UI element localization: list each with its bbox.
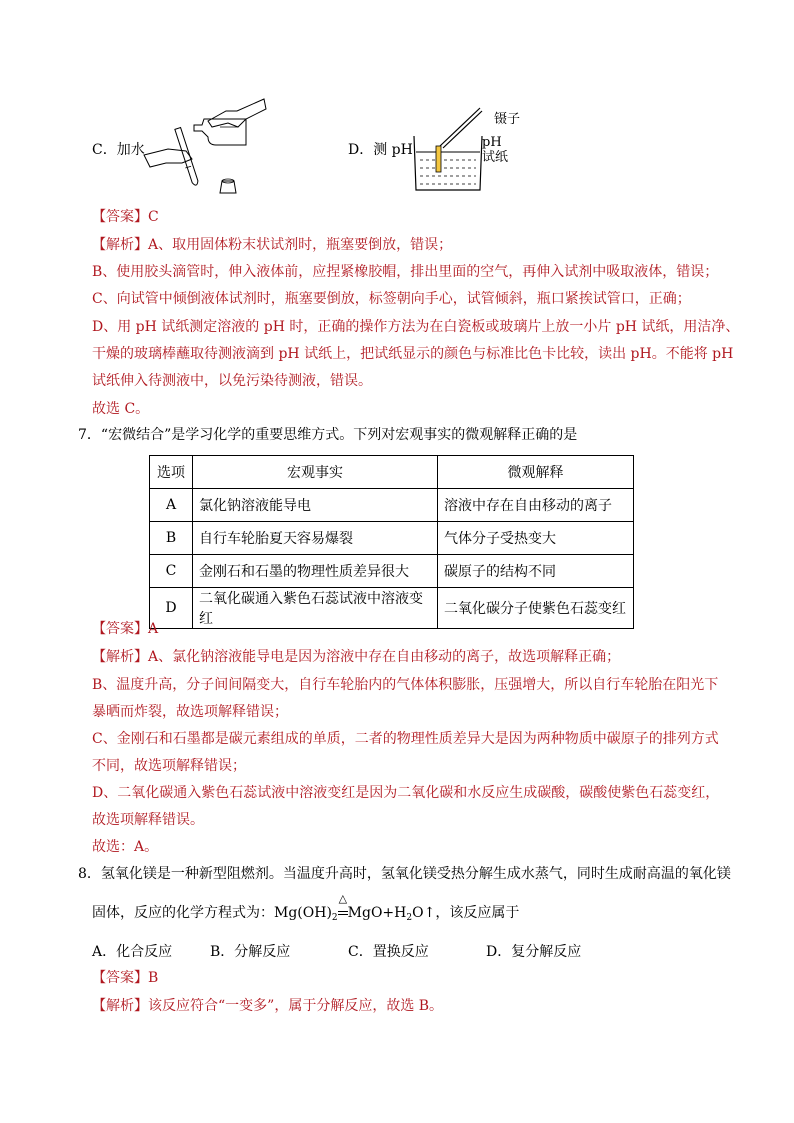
q7-stem: 7．“宏微结合”是学习化学的重要思维方式。下列对宏观事实的微观解释正确的是 [78, 427, 578, 443]
q6-analysis-line-5: 干燥的玻璃棒蘸取待测液滴到 pH 试纸上，把试纸显示的颜色与标准比色卡比较，读出 pH。不能将 pH [92, 346, 734, 362]
q6-analysis-line-2: B、使用胶头滴管时，伸入液体前，应捏紧橡胶帽，排出里面的空气，再伸入试剂中吸取液体，错误； [92, 264, 719, 280]
reaction-condition: △ [338, 903, 348, 923]
q7-analysis-line-2: B、温度升高，分子间间隔变大，自行车轮胎内的气体体积膨胀，压强增大，所以自行车轮胎在阳光下 [92, 677, 719, 693]
q6-analysis-line-6: 试纸伸入待测液中，以免污染待测液，错误。 [92, 373, 372, 389]
table-header-row [150, 456, 634, 489]
table-cell: 溶液中存在自由移动的离子 [438, 489, 634, 522]
q8-analysis: 【解析】该反应符合“一变多”，属于分解反应，故选 B。 [92, 998, 444, 1014]
answer-value: B [148, 970, 159, 986]
q8-option-d: D．复分解反应 [486, 944, 582, 960]
equation-tail: ，该反应属于 [435, 905, 520, 921]
q6-analysis-line-3: C、向试管中倾倒液体试剂时，瓶塞要倒放，标签朝向手心，试管倾斜，瓶口紧挨试管口，正确； [92, 291, 691, 307]
table-cell: 氯化钠溶液能导电 [193, 489, 438, 522]
q7-analysis-line-5: 不同，故选项解释错误； [92, 758, 246, 774]
q8-option-b: B．分解反应 [210, 944, 291, 960]
table-cell: 二氧化碳分子使紫色石蕊变红 [438, 588, 634, 629]
ph-paper-label [482, 135, 508, 165]
q7-analysis-line-4: C、金刚石和石墨都是碳元素组成的单质，二者的物理性质差异大是因为两种物质中碳原子的排列方式 [92, 731, 719, 747]
table-cell: B [150, 522, 193, 555]
q8-answer [92, 968, 158, 988]
table-row [150, 588, 634, 629]
table-cell: C [150, 555, 193, 588]
answer-value: A [148, 621, 159, 637]
answer-prefix: 【答案】 [92, 621, 148, 637]
analysis-prefix: 【解析】 [92, 649, 148, 665]
q8-stem-line-2 [92, 892, 520, 928]
answer-value: C [148, 209, 159, 225]
table-row [150, 555, 634, 588]
q8-option-c: C．置换反应 [348, 944, 429, 960]
table-header-cell: 微观解释 [438, 456, 634, 489]
ph-test-figure [410, 100, 490, 196]
table-cell: A [150, 489, 193, 522]
table-cell: D [150, 588, 193, 629]
q7-table [149, 455, 634, 629]
analysis-prefix: 【解析】 [92, 237, 148, 253]
ph-paper-label-line2: 试纸 [482, 150, 509, 165]
q6-conclusion: 故选 C。 [92, 401, 150, 417]
q8-stem-line-1: 8．氢氧化镁是一种新型阻燃剂。当温度升高时，氢氧化镁受热分解生成水蒸气，同时生成耐高温的氧化镁 [78, 866, 731, 882]
table-row [150, 522, 634, 555]
table-cell: 二氧化碳通入紫色石蕊试液中溶液变红 [193, 588, 438, 629]
pouring-liquid-figure [142, 97, 272, 202]
table-cell: 金刚石和石墨的物理性质差异很大 [193, 555, 438, 588]
q6-answer [92, 207, 159, 227]
q8-option-a: A．化合反应 [92, 944, 173, 960]
tweezers-label: 镊子 [494, 112, 521, 127]
table-row [150, 489, 634, 522]
q7-answer [92, 619, 158, 639]
q7-analysis-line-6: D、二氧化碳通入紫色石蕊试液中溶液变红是因为二氧化碳和水反应生成碳酸，碳酸使紫色石蕊变红， [92, 785, 720, 801]
q6-analysis-line-4: D、用 pH 试纸测定溶液的 pH 时，正确的操作方法为在白瓷板或玻璃片上放一小片 pH 试纸，用洁净、 [92, 319, 740, 335]
answer-prefix: 【答案】 [92, 209, 148, 225]
table-cell: 自行车轮胎夏天容易爆裂 [193, 522, 438, 555]
answer-prefix: 【答案】 [92, 970, 148, 986]
ph-paper-label-line1: pH [482, 135, 502, 150]
q6-analysis-line-1: 【解析】A、取用固体粉末状试剂时，瓶塞要倒放，错误； [92, 237, 453, 253]
table-cell: 碳原子的结构不同 [438, 555, 634, 588]
table-cell: 气体分子受热变大 [438, 522, 634, 555]
option-d-label: D．测 pH [348, 142, 413, 158]
q7-conclusion: 故选：A。 [92, 839, 159, 855]
equation-intro: 固体，反应的化学方程式为： [92, 905, 274, 921]
q7-analysis-line-1: 【解析】A、氯化钠溶液能导电是因为溶液中存在自由移动的离子，故选项解释正确； [92, 649, 621, 665]
q7-analysis-line-7: 故选项解释错误。 [92, 812, 204, 828]
chemical-equation: $Mg(OH)_2$ △ $MgO+H_2O↑$ [274, 892, 436, 923]
table-header-cell: 宏观事实 [193, 456, 438, 489]
analysis-prefix: 【解析】 [92, 998, 148, 1014]
table-header-cell: 选项 [150, 456, 193, 489]
option-c-label: C．加水 [92, 142, 145, 158]
q7-analysis-line-3: 暴晒而炸裂，故选项解释错误； [92, 704, 288, 720]
